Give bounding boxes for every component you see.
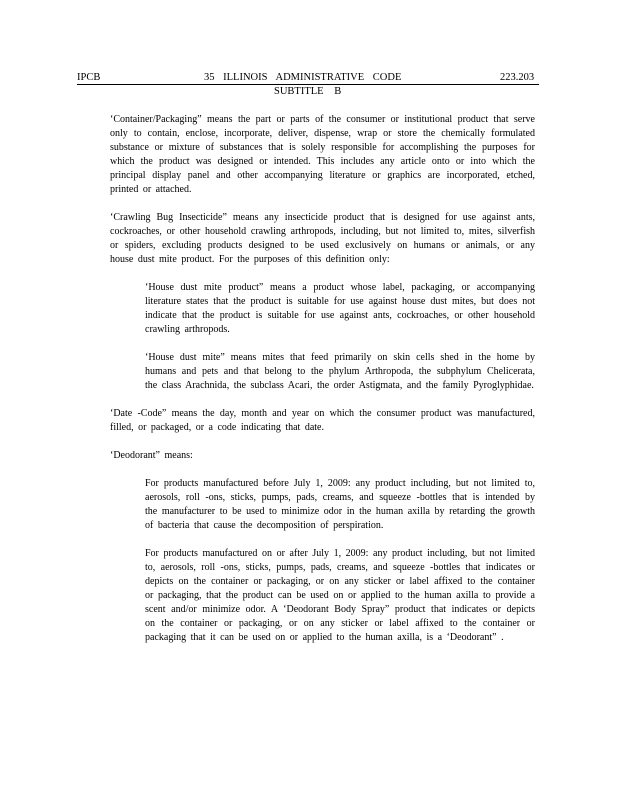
header-agency: IPCB [77, 72, 101, 83]
definition-container-packaging: ‘Container/Packaging” means the part or parts of the consumer or institutional product that serve only to contain, enclose, incorporate, deliver, dispense, wrap or store the chemically formulated substance or mixture of substances that is solely responsible for accomplishing the purposes for which the product was designed or intended. This includes any article onto or into which the principal display panel and other accompanying literature or graphics are incorporated, etched, printed or attached. [110, 114, 535, 195]
header-code-title: 35 ILLINOIS ADMINISTRATIVE CODE [204, 72, 402, 83]
header-rule [77, 84, 539, 85]
definition-deodorant-lead: ‘Deodorant” means: [110, 450, 193, 461]
header-subtitle: SUBTITLE B [274, 86, 342, 97]
document-body [110, 113, 535, 645]
definition-crawling-bug-insecticide: ‘Crawling Bug Insecticide” means any insecticide product that is designed for use against ants, cockroaches, or other household crawling arthropods, including, but not limited to, mites, silverfish or spiders, excluding products designed to be used exclusively on humans or animals, or any house dust mite product. For the purposes of this definition only: [110, 212, 535, 265]
definition-deodorant-after-2009: For products manufactured on or after July 1, 2009: any product including, but not limited to, aerosols, roll -ons, sticks, pumps, pads, creams, and squeeze -bottles that indicates or depicts on the container or packaging, or on any sticker or label affixed to the container or packaging, that the product can be used on or applied to the human axilla to provide a scent and/or minimize odor. A ‘Deodorant Body Spray” product that indicates or depicts on the container or packaging, or on any sticker or label affixed to the container or packaging that it can be used on or applied to the human axilla, is a ‘Deodorant” . [145, 548, 535, 643]
definition-house-dust-mite-product: ‘House dust mite product” means a product whose label, packaging, or accompanying literature states that the product is suitable for use against house dust mites, but does not indicate that the product is suitable for use against ants, cockroaches, or other household crawling arthropods. [145, 282, 535, 335]
definition-house-dust-mite: ‘House dust mite” means mites that feed primarily on skin cells shed in the home by humans and pets and that belong to the phylum Arthropoda, the subphylum Chelicerata, the class Arachnida, the subclass Acari, the order Astigmata, and the family Pyroglyphidae. [145, 352, 535, 391]
header-section-number: 223.203 [500, 72, 535, 83]
definition-date-code: ‘Date -Code” means the day, month and year on which the consumer product was manufactured, filled, or packaged, or a code indicating that date. [110, 408, 535, 433]
definition-deodorant-before-2009: For products manufactured before July 1, 2009: any product including, but not limited to, aerosols, roll -ons, sticks, pumps, pads, creams, and squeeze -bottles that is intended by the manufacturer to be used to minimize odor in the human axilla by retarding the growth of bacteria that cause the decomposition of perspiration. [145, 478, 535, 531]
